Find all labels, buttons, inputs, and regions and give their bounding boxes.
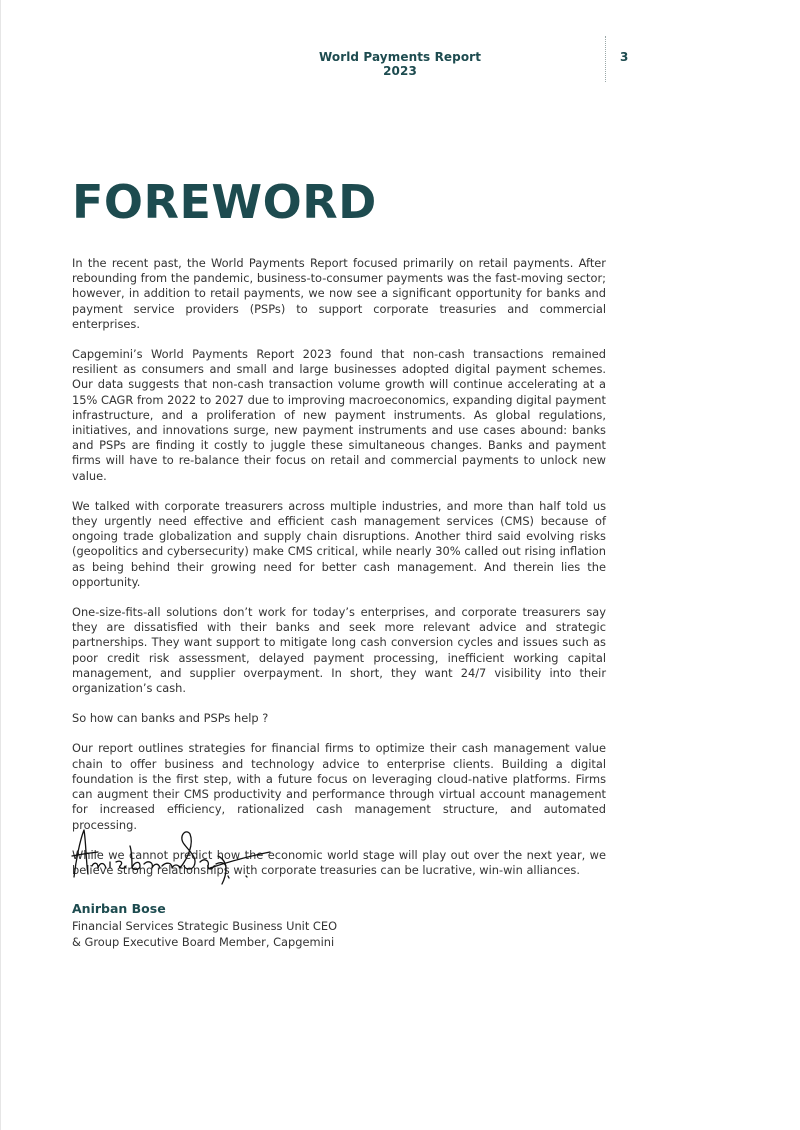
author-role-line: Financial Services Strategic Business Unit CEO [72, 919, 338, 933]
header-divider [605, 36, 606, 82]
page-number: 3 [620, 50, 629, 64]
paragraph: Our report outlines strategies for financial firms to optimize their cash management value chain to offer business and technology advice to enterprise clients. Building a digital foundation is the first step, with a future focus on leveraging cloud-native platforms. Firms can augment their CMS productivity and performance through virtual account management for increased efficiency, rationalized cash management structure, and automated processing. [72, 741, 606, 832]
author-role [72, 918, 337, 950]
author-role-line: & Group Executive Board Member, Capgemini [72, 935, 335, 949]
page-left-edge [0, 0, 1, 1130]
paragraph: While we cannot predict how the economic world stage will play out over the next year, we believe strong relationships with corporate treasuries can be lucrative, win-win alliances. [72, 847, 606, 877]
handwritten-signature [68, 822, 278, 894]
page-title: FOREWORD [72, 175, 377, 229]
paragraph: One-size-fits-all solutions don’t work for today’s enterprises, and corporate treasurers say they are dissatisfied with their banks and seek more relevant advice and strategic partnerships. They want support to mitigate long cash conversion cycles and issues such as poor credit risk assessment, delayed payment processing, inefficient working capital management, and supplier overpayment. In short, they want 24/7 visibility into their organization’s cash. [72, 605, 606, 696]
foreword-body [72, 256, 606, 893]
paragraph: In the recent past, the World Payments Report focused primarily on retail payments. After rebounding from the pandemic, business-to-consumer payments was the fast-moving sector; however, in addition to retail payments, we now see a significant opportunity for banks and payment service providers (PSPs) to support corporate treasuries and commercial enterprises. [72, 256, 606, 331]
paragraph: We talked with corporate treasurers across multiple industries, and more than half told us they urgently need effective and efficient cash management services (CMS) because of ongoing trade globalization and supply chain disruptions. Another third said evolving risks (geopolitics and cybersecurity) make CMS critical, while nearly 30% called out rising inflation as being behind their growing need for better cash management. And therein lies the opportunity. [72, 498, 606, 589]
author-name: Anirban Bose [72, 901, 166, 916]
report-header-title: World Payments Report 2023 [318, 50, 482, 78]
paragraph: So how can banks and PSPs help ? [72, 711, 269, 726]
paragraph: Capgemini’s World Payments Report 2023 found that non-cash transactions remained resilient as consumers and small and large businesses adopted digital payment schemes. Our data suggests that non-cash transaction volume growth will continue accelerating at a 15% CAGR from 2022 to 2027 due to improving macroeconomics, expanding digital payment infrastructure, and a proliferation of new payment instruments. As global regulations, initiatives, and innovations surge, new payment instruments and use cases abound: banks and PSPs are finding it costly to juggle these simultaneous changes. Banks and payment firms will have to re-balance their focus on retail and commercial payments to unlock new value. [72, 347, 606, 483]
